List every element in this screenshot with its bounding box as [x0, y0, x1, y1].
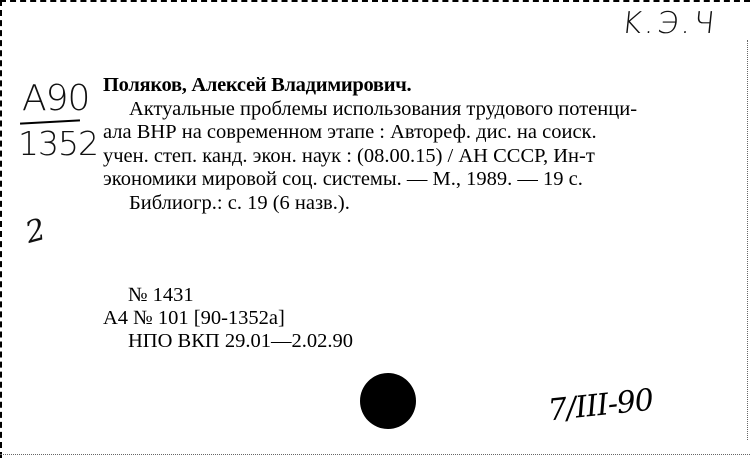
card-edge-bottom — [0, 454, 750, 455]
shelf-mark-top: А90 — [22, 78, 90, 119]
a4-reference: А4 № 101 [90-1352а] — [103, 307, 285, 329]
card-number: № 1431 — [128, 284, 194, 306]
bibliographic-entry — [103, 74, 723, 215]
npo-reference: НПО ВКП 29.01—2.02.90 — [128, 330, 353, 352]
handwritten-code: K.Э.Ч — [620, 6, 720, 41]
handwritten-date-signature: 7/III-90 — [546, 382, 655, 429]
shelf-mark-bottom: 1352 — [18, 124, 98, 163]
entry-line: Актуальные проблемы использования трудового потенци- — [129, 97, 638, 120]
author-heading: Поляков, Алексей Владимирович. — [103, 74, 412, 96]
card-edge-top — [0, 0, 750, 2]
card-edge-left — [0, 0, 2, 458]
entry-line: экономики мировой соц. системы. — М., 1989. — 19 с. — [103, 168, 583, 190]
card-edge-right — [747, 40, 748, 440]
entry-line: учен. степ. канд. экон. наук : (08.00.15) / АН СССР, Ин-т — [103, 144, 595, 167]
entry-line: ала ВНР на современном этапе : Автореф. дис. на соиск. — [103, 121, 597, 143]
punch-hole — [360, 373, 416, 429]
bibliography-note: Библиогр.: с. 19 (6 назв.). — [129, 191, 350, 214]
handwritten-copy-mark: 2 — [21, 212, 50, 251]
